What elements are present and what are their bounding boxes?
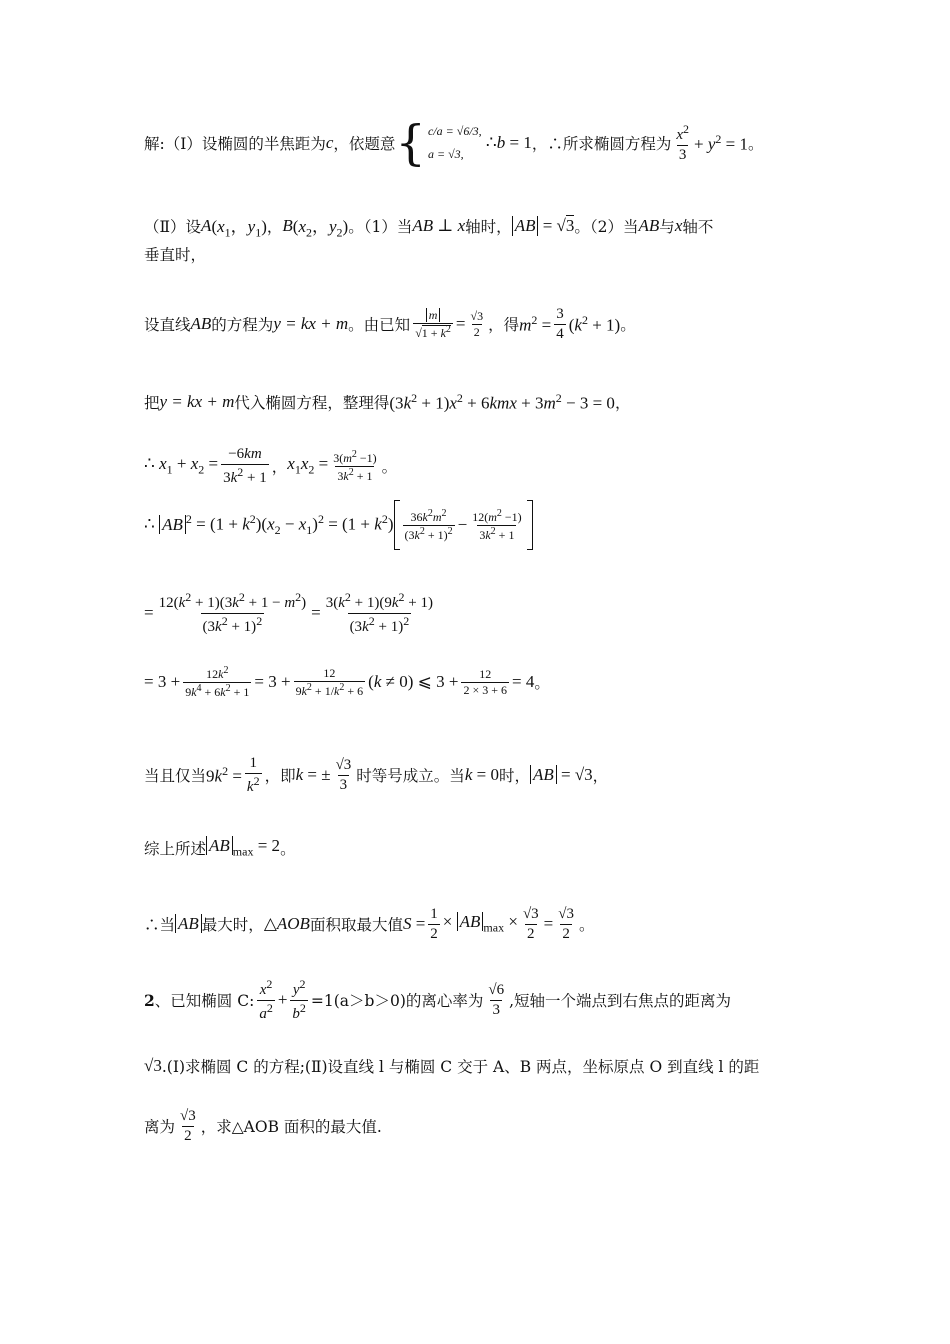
condition-system: c/a = √6/3, a = √3, — [427, 124, 482, 161]
ab-squared: ∴ AB $^2 = (1 + k^2)(x_2 - x_1)^2 = (1 + k^2)$ $\frac{36k^2m^2}{(3k^2 + 1)^2}$ − $\frac{12(m^2 -1)}{3k^2 + 1}$ — [144, 495, 533, 555]
simplification-2: = 3 + $\frac{12k^2}{9k^4 + 6k^2 + 1}$ = 3 + $\frac{12}{9k^2 + 1/k^2 + 6}$ (k ≠ 0) ⩽ 3 + $\frac{12}{2 \times 3 + 6}$ = 4 。 — [144, 664, 550, 699]
problem-2-cont2: 离为 $\frac{√3}{2}$ ，求△AOB 面积的最大值. — [144, 1107, 382, 1144]
problem-2: 2 、已知椭圆 C: $\frac{x^2}{a^2}$ + $\frac{y^2}{b^2}$ =1(a＞b＞0)的离心率为 $\frac{√6}{3}$ ,短轴一个端点到右焦点的距离为 — [144, 976, 732, 1022]
solution-part2-setup-cont: 垂直时， — [144, 246, 207, 264]
ab-max: 综上所述 AB $_{max}$ = 2 。 — [144, 836, 296, 859]
equality-condition: 当且仅当 $9k^2$ = $\frac{1}{k^2}$ ，即 k = ± $\frac{√3}{3}$ 时等号成立。当 k = 0 时， AB = √3 ， — [144, 754, 609, 795]
substitution: 把 y = kx + m 代入椭圆方程，整理得 $(3k^2 + 1)x^2 + 6kmx + 3m^2 - 3 = 0$ ， — [144, 390, 631, 413]
area-max: ∴当 AB 最大时， △AOB 面积取最大值 S = $\frac{1}{2}$ × AB $_{max}$ × $\frac{√3}{2}$ = $\frac{√3}{2}$ 。 — [144, 905, 595, 942]
line-equation: 设直线 AB 的方程为 y = kx + m 。由已知 $\frac{m}{√1 + k^2}$ = $\frac{√3}{2}$ ，得 $m^2$ = $\frac{3}{4}$ $(k^2 + 1)$ 。 — [144, 305, 636, 342]
vieta-formulas: ∴ $x_1 + x_2$ = $\frac{-6km}{3k^2 + 1}$ ， $x_1x_2$ = $\frac{3(m^2 -1)}{3k^2 + 1}$ 。 — [144, 445, 398, 486]
solution-part1: 解:（Ⅰ）设椭圆的半焦距为 c ，依题意 { c/a = √6/3, a = √3, ∴b = 1 ，∴所求椭圆方程为 $\frac{x^2}{3}$ + $y^2 = 1$ 。 — [144, 115, 764, 171]
simplification-1: = $\frac{12(k^2 + 1)(3k^2 + 1 - m^2)}{(3k^2 + 1)^2}$ = $\frac{3(k^2 + 1)(9k^2 + 1)}{(3k^2 + 1)^2}$ — [144, 589, 434, 635]
solution-part2-setup: （Ⅱ）设 A ($x_1$，$y_1$) ， B ($x_2$，$y_2$) 。（1）当 AB ⊥ x 轴时， AB = √3 。（2）当 AB 与 x 轴不 — [144, 216, 714, 240]
problem-2-cont: √3 .(Ⅰ)求椭圆 C 的方程;(Ⅱ)设直线 l 与椭圆 C 交于 A、B 两点，坐标原点 O 到直线 l 的距 — [144, 1056, 760, 1076]
